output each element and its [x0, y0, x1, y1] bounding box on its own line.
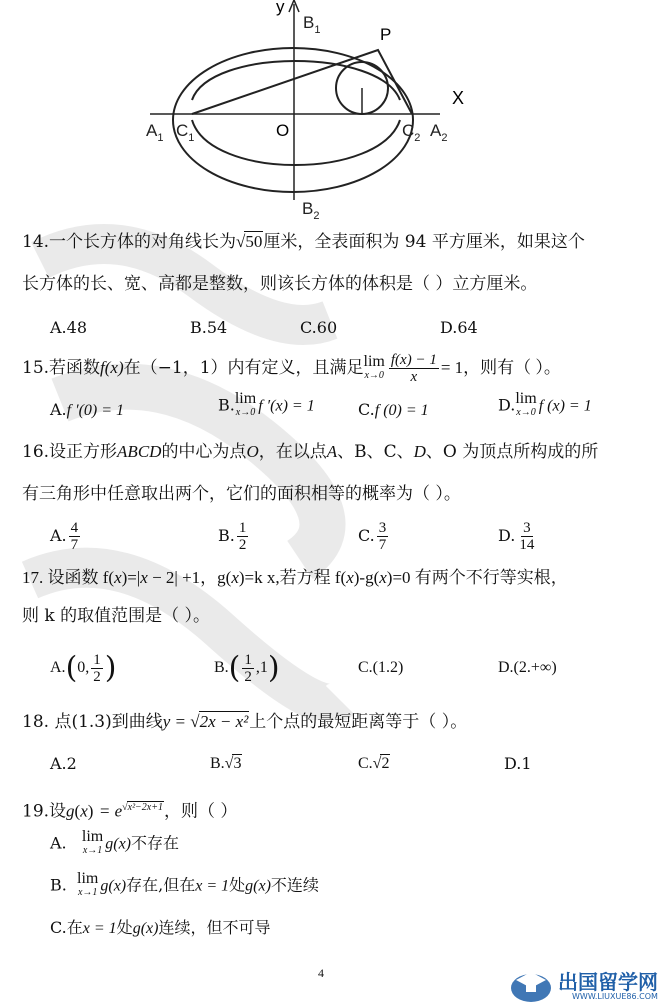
inner-ellipse-bottom: [192, 120, 400, 165]
q17-option-b: B.( $\frac{1}{2}$ ,1): [214, 650, 280, 686]
question-19: 19.设$g(x) = e^{√x^2-2x+1}$，则（ ）: [22, 801, 238, 822]
question-17-line-1: 17. 设函数 f(x)=|x − 2| +1，g(x)=k x,若方程 f(x)-g(x)=0 有两个不行等实根，: [22, 568, 568, 587]
label-b2: $B_2$: [302, 199, 320, 222]
question-15: 15.若函数f(x)在（−1，1）内有定义，且满足 lim x→0 $\frac{f(x) - 1}{x}$ = 1，则有（ ）。: [22, 352, 561, 385]
q17-option-c: C.(1.2): [358, 659, 404, 676]
q18-option-b: B.√3: [210, 755, 242, 772]
question-16-line-1: 16.设正方形ABCD的中心为点O，在以点A、B、C、D、O 为顶点所构成的所: [22, 442, 599, 462]
q19-option-a: A. lim x→1 g(x)不存在: [50, 828, 180, 856]
q19-option-c: C.在x = 1处g(x)连续，但不可导: [50, 918, 271, 937]
q14-option-a: A.48: [50, 318, 87, 337]
q16-option-d: D. $\frac{3}{14}$: [498, 520, 535, 553]
question-16-line-2: 有三角形中任意取出两个，它们的面积相等的概率为（ ）。: [22, 484, 461, 504]
q15-option-d: D. lim x→0 f (x) = 1: [498, 390, 592, 418]
q18-option-c: C.√2: [358, 755, 390, 772]
logo-name: 出国留学网: [558, 970, 658, 994]
q15-option-b: B. lim x→0 f ′(x) = 1: [218, 390, 315, 418]
label-a2: $A_2$: [430, 121, 448, 144]
question-14-line-2: 长方体的长、宽、高都是整数，则该长方体的体积是（ ）立方厘米。: [22, 274, 538, 294]
page-number: 4: [318, 966, 324, 980]
q18-option-d: D.1: [504, 754, 532, 773]
ellipse-figure: [140, 0, 480, 222]
q17-option-a: A.(0, $\frac{1}{2}$ ): [50, 650, 117, 686]
q18-option-a: A.2: [50, 754, 77, 773]
outer-ellipse: [173, 48, 413, 192]
question-18: 18. 点(1.3)到曲线y = √2x − x²上个点的最短距离等于（ ）。: [22, 712, 468, 732]
label-c2: $C_2$: [402, 121, 421, 144]
label-b1: $B_1$: [303, 13, 321, 36]
label-x: X: [452, 88, 465, 108]
logo-url: WWW.LIUXUE86.COM: [572, 992, 658, 1001]
label-o: O: [276, 121, 290, 140]
question-14-line-1: 14.一个长方体的对角线长为√50厘米，全表面积为 94 平方厘米，如果这个: [22, 232, 585, 252]
graduation-cap-icon: [508, 966, 554, 1004]
label-p: P: [380, 25, 392, 44]
q14-option-d: D.64: [440, 318, 478, 337]
q16-option-c: C. $\frac{3}{7}$: [358, 520, 387, 553]
q14-option-c: C.60: [300, 318, 338, 337]
site-logo[interactable]: [508, 966, 668, 1006]
q19-option-b: B. lim x→1 g(x)存在,但在x = 1处g(x)不连续: [50, 870, 319, 898]
inner-ellipse-top: [192, 61, 400, 100]
label-c1: $C_1$: [176, 121, 195, 144]
q15-option-c: C.f (0) = 1: [358, 400, 429, 419]
label-a1: $A_1$: [146, 121, 164, 144]
q14-option-b: B.54: [190, 318, 228, 337]
sqrt-50: 50: [245, 232, 263, 251]
q16-option-a: A. $\frac{4}{7}$: [50, 520, 79, 553]
q17-option-d: D.(2.+∞): [498, 659, 557, 676]
q15-option-a: A.f ′(0) = 1: [50, 400, 125, 419]
question-17-line-2: 则 k 的取值范围是（ ）。: [22, 606, 211, 626]
q16-option-b: B. $\frac{1}{2}$: [218, 520, 247, 553]
label-y: y: [276, 0, 285, 16]
